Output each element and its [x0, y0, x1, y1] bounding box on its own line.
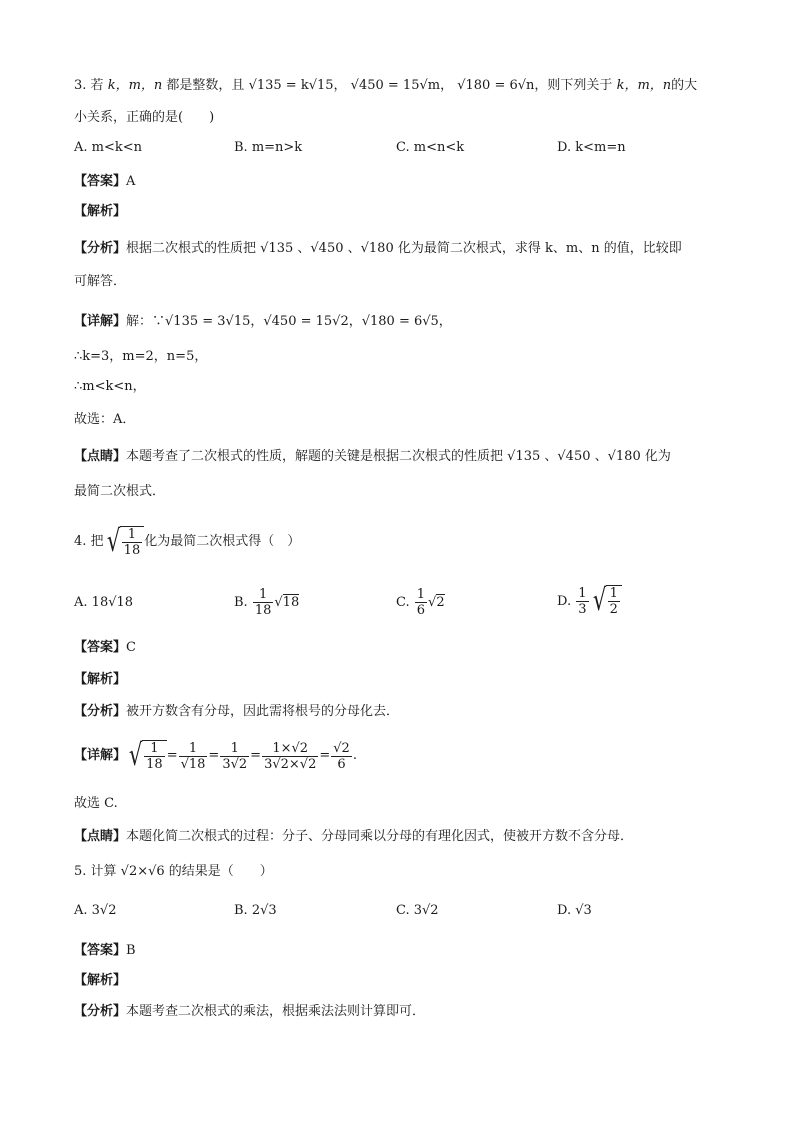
q3-option-c: C. m<n<k — [396, 140, 465, 155]
q4-stem — [74, 522, 300, 562]
q4-option-d-den: 3 — [578, 601, 587, 617]
q4-stem-num: 1 — [122, 527, 143, 543]
q3-fenxi-line2: 可解答． — [74, 274, 127, 289]
q3-option-b: B. m=n>k — [234, 140, 303, 155]
q3-dianjing-list: √135 、√450 、√180 — [507, 449, 641, 464]
q4-option-b-label: B. — [234, 594, 248, 610]
q4-xj-f3-den: 3√2 — [222, 756, 248, 772]
q3-xiangjie-label: 【详解】 — [74, 314, 127, 329]
q4-option-b-den: 18 — [254, 602, 272, 618]
q3-answer-value: A — [126, 174, 136, 189]
q5-fenxi — [74, 1002, 425, 1022]
q3-fenxi-text2: 化为最简二次根式，求得 k、m、n 的值，比较即 — [397, 241, 682, 256]
q3-stem-line2: 小关系，正确的是( ) — [74, 110, 215, 125]
q4-xj-f1-num: 1 — [144, 741, 165, 757]
q3-stem-line1: 3. 若 k，m，n 都是整数，且 √135 = k√15， √450 = 15√m， √180 = 6√n，则下列关于 k，m，n的大 — [74, 78, 698, 93]
q4-dianjing — [74, 827, 633, 847]
q4-xj-f2-den: √18 — [180, 756, 206, 772]
q4-option-d: D. $\frac{1}{3}$ √ $\frac{1}{2}$ — [557, 582, 622, 620]
q4-suffix: 化为最简二次根式得（ ） — [144, 534, 301, 549]
q4-option-a — [74, 586, 133, 618]
q3-dianjing-line1 — [74, 447, 671, 467]
q4-option-c-num: 1 — [416, 586, 426, 602]
q4-answer-value: C — [126, 640, 136, 655]
q5-answer — [74, 941, 136, 961]
q3-tail: 的大 — [671, 78, 698, 93]
q3-dianjing-tail: 化为 — [644, 449, 671, 464]
q3-step2: ∴m<k<n， — [74, 379, 146, 394]
q5-answer-value: B — [126, 943, 136, 958]
q4-step: 故选 C. — [74, 796, 118, 811]
q3-option-d: D. k<m=n — [557, 140, 626, 155]
q4-xj-f2-num: 1 — [179, 741, 208, 757]
q4-option-c-den: 6 — [416, 602, 426, 618]
q4-fenxi-label: 【分析】 — [74, 704, 127, 719]
q4-jiexi: 【解析】 — [74, 672, 127, 687]
q4-xj-f5-num: √2 — [333, 740, 350, 756]
q4-stem-radical: √ $\frac{1}{18}$ — [104, 526, 145, 558]
q5-option-d: D. √3 — [557, 903, 592, 918]
q4-xj-f4-den: 3√2×√2 — [264, 756, 317, 772]
q4-option-c-rad: 2 — [436, 595, 445, 610]
q4-dianjing-text: 本题化简二次根式的过程：分子、分母同乘以分母的有理化因式，使被开方数不含分母． — [126, 829, 634, 844]
q4-xj-f1-den: 18 — [146, 757, 163, 772]
q3-vars: k，m，n — [107, 78, 163, 93]
q4-option-b-num: 1 — [253, 587, 274, 603]
q5-option-a: A. 3√2 — [74, 903, 117, 918]
q4-option-d-num: 1 — [578, 585, 587, 601]
q3-eq3: √180 = 6√n — [457, 78, 535, 93]
q4-option-d-inner-num: 1 — [609, 586, 618, 601]
q3-answer-label: 【答案】 — [74, 174, 127, 189]
q4-xiangjie-label: 【详解】 — [74, 748, 127, 763]
q3-xiangjie — [74, 312, 452, 332]
q4-option-d-inner-den: 2 — [609, 602, 618, 617]
q4-answer-label: 【答案】 — [74, 640, 127, 655]
q4-stem-den: 18 — [123, 543, 141, 558]
q4-xj-f3-num: 1 — [220, 741, 249, 757]
q3-step3: 故选：A． — [74, 412, 136, 427]
q5-option-c: C. 3√2 — [396, 903, 439, 918]
q3-step1: ∴k=3，m=2，n=5， — [74, 349, 208, 364]
q3-fenxi-list: √135 、√450 、√180 — [260, 241, 394, 256]
q5-jiexi: 【解析】 — [74, 973, 127, 988]
q3-eq1: √135 = k√15 — [248, 78, 334, 93]
q3-dianjing-label: 【点睛】 — [74, 449, 127, 464]
q5-fenxi-text: 本题考查二次根式的乘法，根据乘法法则计算即可． — [126, 1004, 426, 1019]
q4-dianjing-label: 【点睛】 — [74, 829, 127, 844]
q3-jiexi: 【解析】 — [74, 204, 127, 219]
q5-stem: 5. 计算 √2×√6 的结果是（ ） — [74, 864, 273, 879]
q4-prefix: 4. 把 — [74, 534, 104, 549]
q4-answer — [74, 638, 136, 658]
q3-dianjing-line2: 最简二次根式． — [74, 484, 166, 499]
q4-option-b-rad: 18 — [282, 595, 300, 610]
q4-fenxi — [74, 702, 399, 722]
q3-fenxi-label: 【分析】 — [74, 241, 127, 256]
q4-fenxi-text: 被开方数含有分母，因此需将根号的分母化去． — [126, 704, 400, 719]
q3-xiangjie-text: 解：∵√135 = 3√15，√450 = 15√2，√180 = 6√5， — [126, 314, 452, 329]
q4-option-a-value: 18√18 — [91, 594, 134, 610]
q4-xj-f5-den: 6 — [337, 756, 346, 772]
q3-mid: 都是整数，且 — [166, 78, 245, 93]
q4-xj-f4-num: 1×√2 — [262, 741, 318, 757]
q3-fenxi-text1: 根据二次根式的性质把 — [126, 241, 257, 256]
q4-option-a-label: A. — [74, 594, 88, 610]
q3-prefix: 3. 若 — [74, 78, 104, 93]
q3-option-a: A. m<k<n — [74, 140, 143, 155]
q3-answer — [74, 172, 135, 192]
q5-fenxi-label: 【分析】 — [74, 1004, 127, 1019]
q4-option-b: B. $\frac{1}{18}$ √ 18 — [234, 586, 300, 618]
q3-vars2: k，m，n — [616, 78, 672, 93]
q3-end: ，则下列关于 — [534, 78, 613, 93]
q3-dianjing-text: 本题考查了二次根式的性质，解题的关键是根据二次根式的性质把 — [126, 449, 504, 464]
q5-answer-label: 【答案】 — [74, 943, 127, 958]
q4-option-c: C. $\frac{1}{6}$ √ 2 — [396, 586, 445, 618]
q3-fenxi-line1 — [74, 239, 682, 259]
q5-option-b: B. 2√3 — [234, 903, 277, 918]
q4-xiangjie: 【详解】 √ $\frac{1}{18}$ = $\frac{1}{√18}$ = $\frac{1}{3√2}$ = $\frac{1\times√2}{3√2\times√2}$ = $\frac{√2}{6}$ . — [74, 738, 357, 773]
q4-option-d-label: D. — [557, 593, 572, 609]
q3-eq2: √450 = 15√m — [350, 78, 441, 93]
q4-option-c-label: C. — [396, 594, 410, 610]
